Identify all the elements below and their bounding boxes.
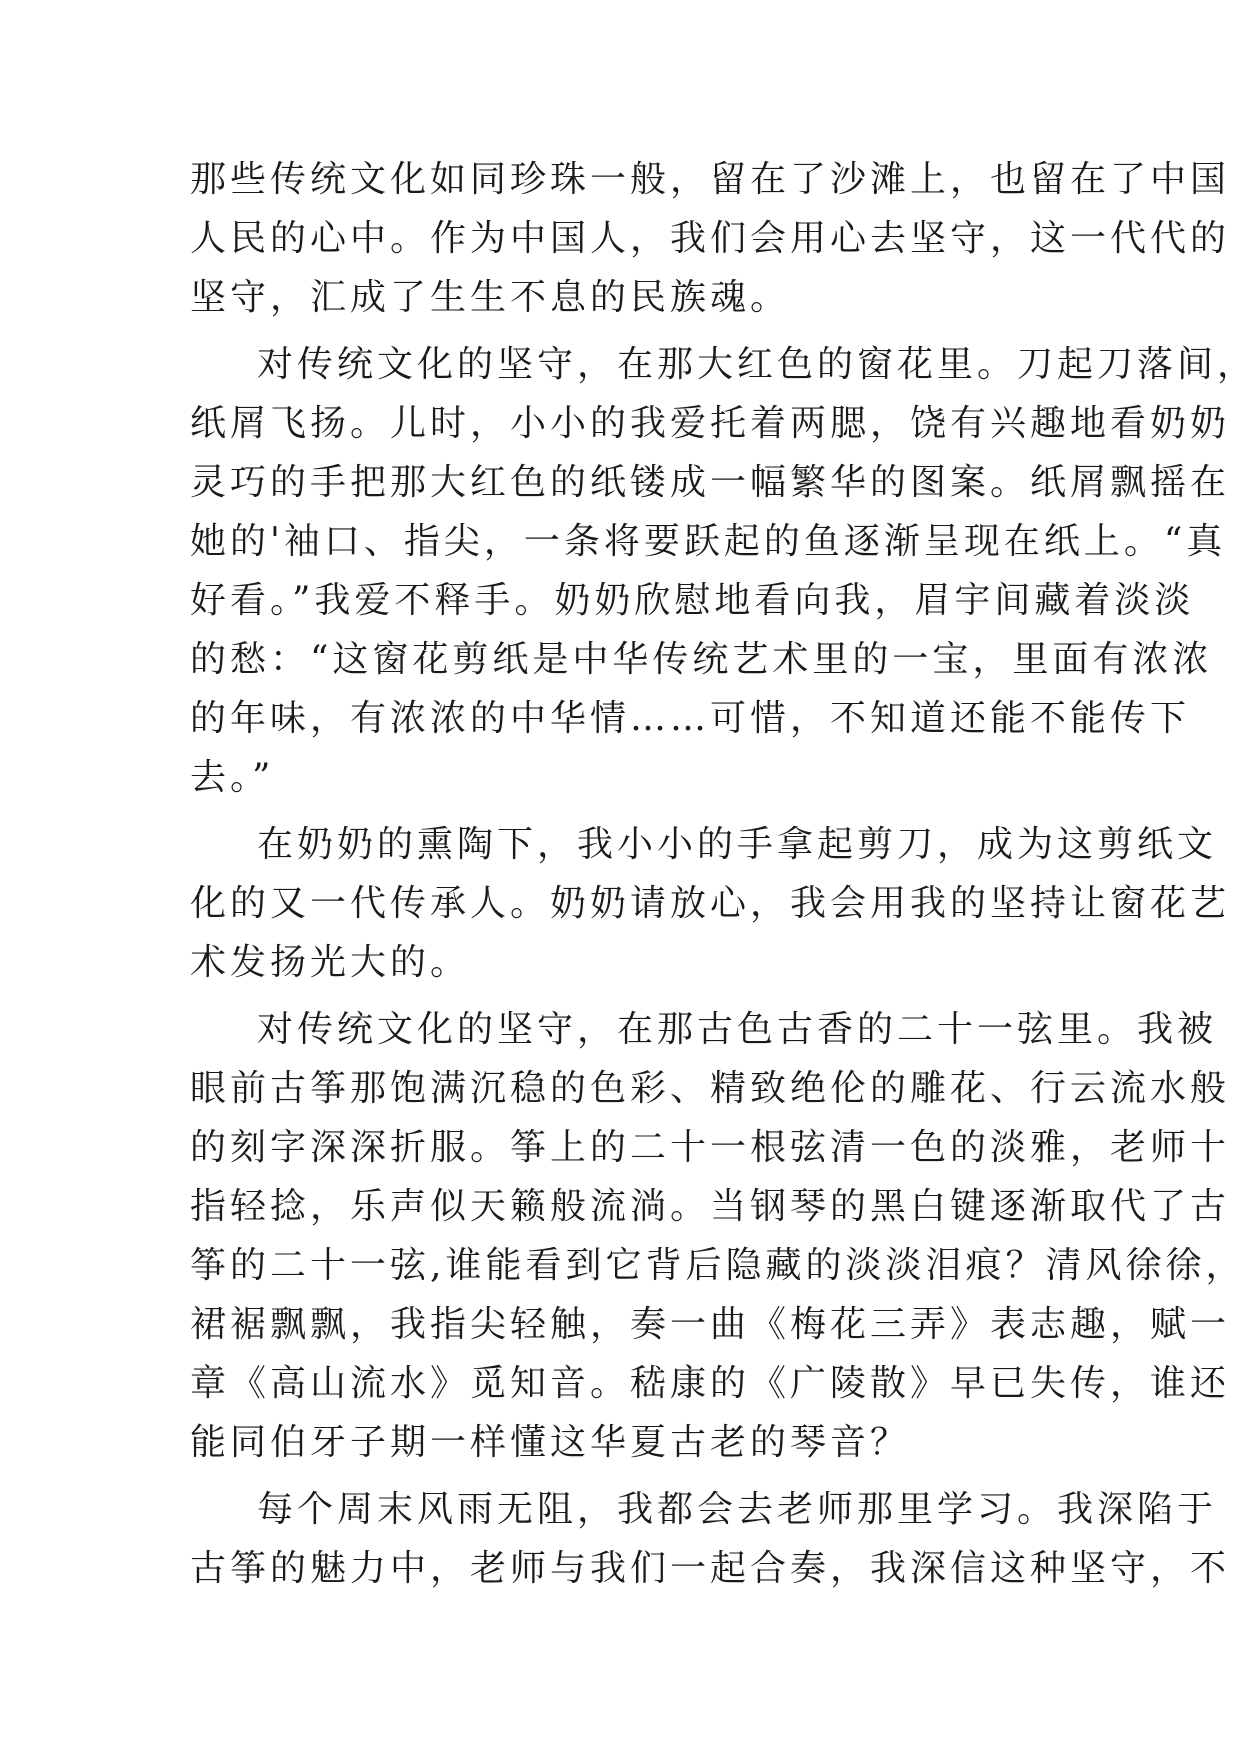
text-line: 对传统文化的坚守，在那古色古香的二十一弦里。我被 [257,1009,1218,1050]
text-line: 纸屑飞扬。儿时，小小的我爱托着两腮，饶有兴趣地看奶奶 [190,403,1231,444]
text-line: 裙裾飘飘，我指尖轻触，奏一曲《梅花三弄》表志趣，赋一 [190,1304,1231,1345]
text-line: 好看。”我爱不释手。奶奶欣慰地看向我，眉宇间藏着淡淡 [190,580,1195,621]
text-line: 灵巧的手把那大红色的纸镂成一幅繁华的图案。纸屑飘摇在 [190,462,1231,503]
text-line: 对传统文化的坚守，在那大红色的窗花里。刀起刀落间， [257,344,1257,385]
text-line: 在奶奶的熏陶下，我小小的手拿起剪刀，成为这剪纸文 [257,824,1218,865]
paragraph [190,335,1257,807]
text-line: 那些传统文化如同珍珠一般，留在了沙滩上，也留在了中国 [190,159,1231,200]
text-line: 术发扬光大的。 [190,942,471,983]
text-line: 古筝的魅力中，老师与我们一起合奏，我深信这种坚守，不 [190,1548,1231,1589]
text-line: 筝的二十一弦,谁能看到它背后隐藏的淡淡泪痕？清风徐徐， [190,1245,1246,1286]
text-line: 的年味，有浓浓的中华情……可惜，不知道还能不能传下 [190,698,1191,739]
body-text [190,150,1257,1598]
text-line: 每个周末风雨无阻，我都会去老师那里学习。我深陷于 [257,1489,1218,1530]
text-line: 人民的心中。作为中国人，我们会用心去坚守，这一代代的 [190,218,1231,259]
text-line: 的愁：“这窗花剪纸是中华传统艺术里的一宝，里面有浓浓 [190,639,1213,680]
text-line: 去。” [190,757,275,798]
text-line: 能同伯牙子期一样懂这华夏古老的琴音？ [190,1422,911,1463]
paragraph [190,815,1231,992]
paragraph [190,1000,1246,1472]
text-line: 章《高山流水》觅知音。嵇康的《广陵散》早已失传，谁还 [190,1363,1231,1404]
text-line: 指轻捻，乐声似天籁般流淌。当钢琴的黑白键逐渐取代了古 [190,1186,1231,1227]
text-line: 她的'袖口、指尖，一条将要跃起的鱼逐渐呈现在纸上。“真 [190,521,1227,562]
text-line: 的刻字深深折服。筝上的二十一根弦清一色的淡雅，老师十 [190,1127,1231,1168]
text-line: 眼前古筝那饱满沉稳的色彩、精致绝伦的雕花、行云流水般 [190,1068,1231,1109]
text-line: 坚守，汇成了生生不息的民族魂。 [190,277,791,318]
text-line: 化的又一代传承人。奶奶请放心，我会用我的坚持让窗花艺 [190,883,1231,924]
paragraph [190,150,1231,327]
paragraph [190,1480,1231,1598]
